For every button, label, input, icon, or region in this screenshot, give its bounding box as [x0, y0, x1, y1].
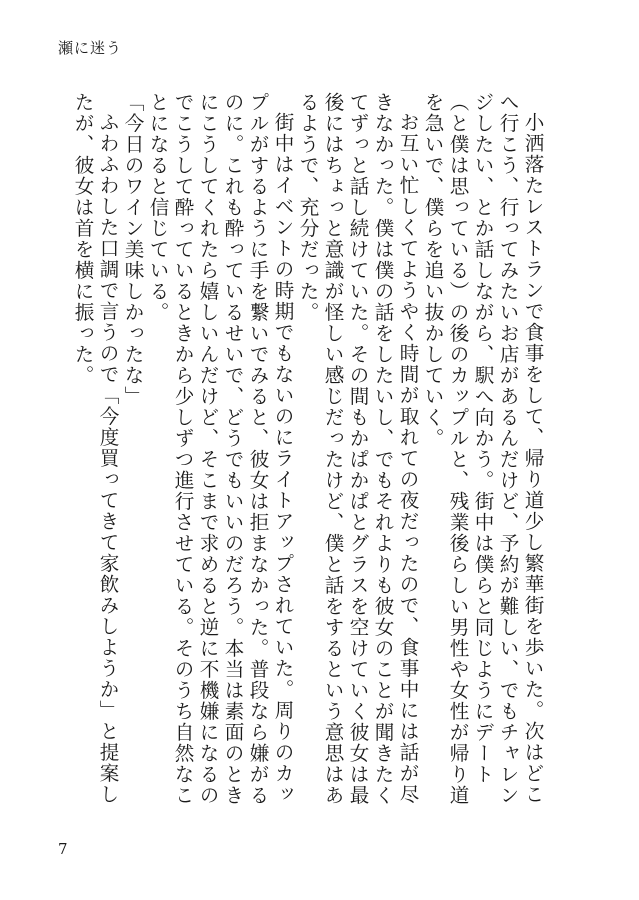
paragraph: 街中はイベントの時期でもないのにライトアップされていた。周りのカップルがするように手を繋いでみると、彼女は拒まなかった。普段なら嫌がるのに。これも酔っているせいで、どうでもいいのだろう。本当は素面のときにこうしてくれたら嬉しいんだけど、そこまで求めると逆に不機嫌になるのでこうして酔っているときから少しずつ進行させている。そのうち自然なことになると信じている。 [146, 92, 294, 806]
page-number: 7 [58, 840, 68, 858]
dialogue-line: 「今日のワイン美味しかったな」 [121, 92, 144, 407]
vertical-body-text [71, 92, 545, 820]
paragraph: ふわふわした口調で言うので「今度買ってきて家飲みしようか」と提案したが、彼女は首を横に振った。 [71, 92, 119, 805]
paragraph: お互い忙しくてようやく時間が取れての夜だったので、食事中には話が尽きなかった。僕は僕の話をしたいし、でもそれよりも彼女のことが聞きたくてずっと話し続けていた。その間もかぱかぱとグラスを空けていく彼女は最後にはちょっと意識が怪しい感じだったけど、僕と話をするという意思はあるようで、充分だった。 [296, 92, 419, 806]
running-head-title: 瀬に迷う [58, 39, 123, 57]
paragraph: 小洒落たレストランで食事をして、帰り道少し繁華街を歩いた。次はどこへ行こう、行ってみたいお店があるんだけど、予約が難しい、でもチャレンジしたい、とか話しながら、駅へ向かう。街中は僕らと同じようにデート（と僕は思っている）の後のカップルと、残業後らしい男性や女性が帰り道を急いで、僕らを追い抜かしていく。 [421, 92, 544, 806]
